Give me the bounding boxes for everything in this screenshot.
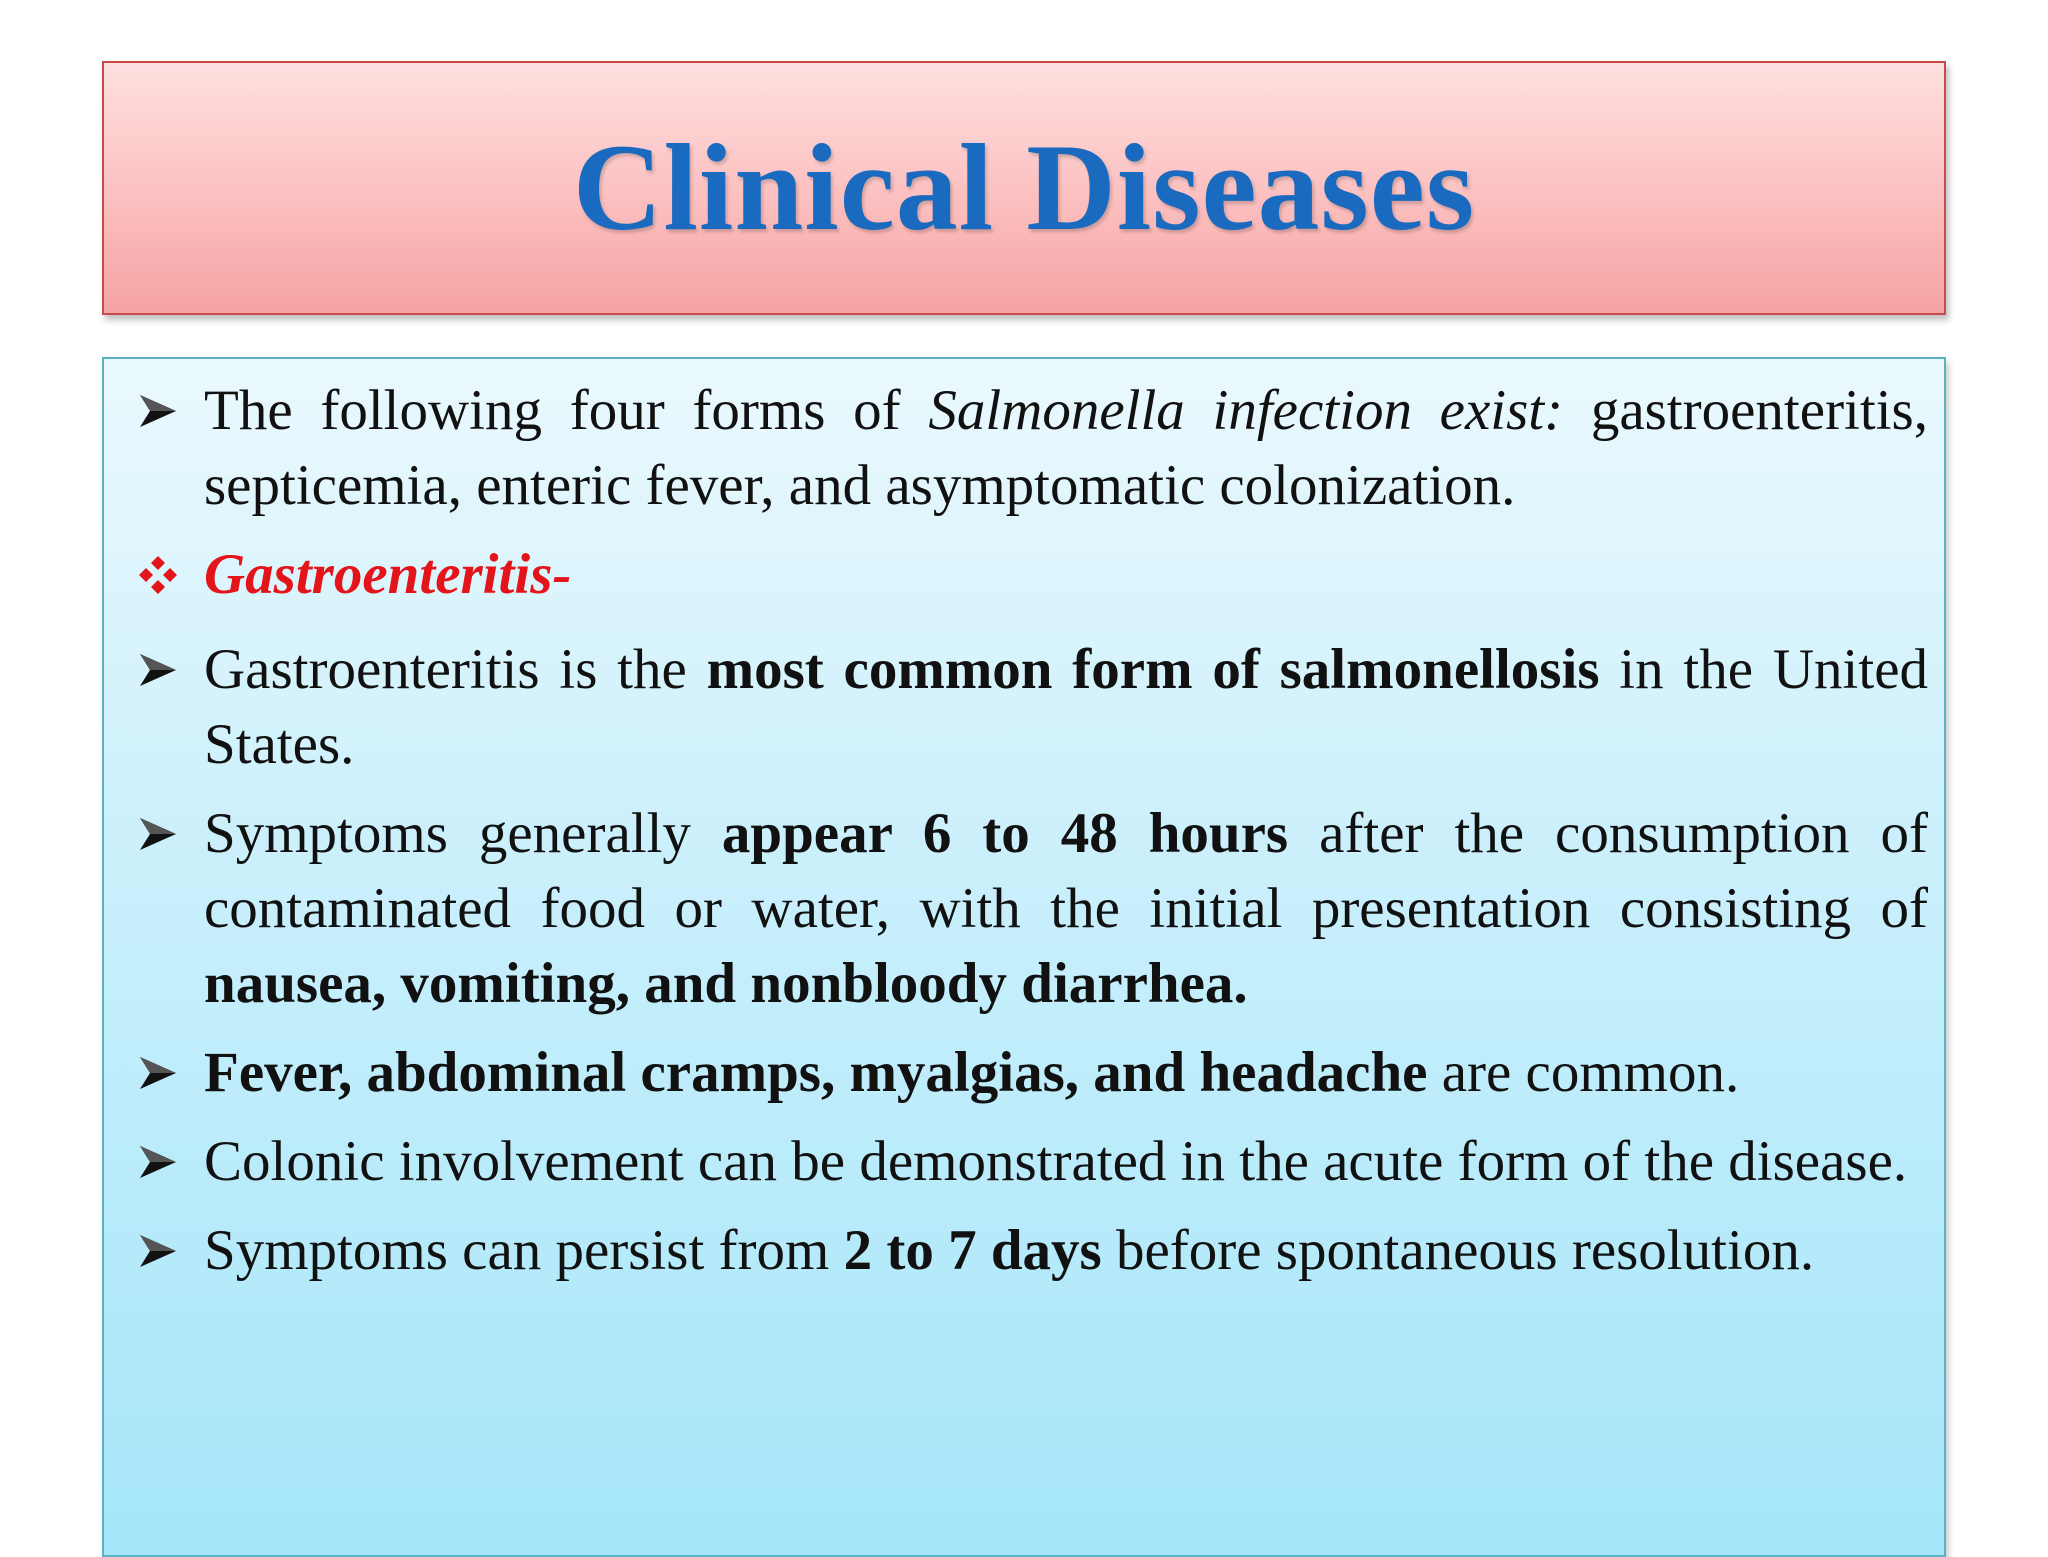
title-banner [102,61,1946,315]
heading-text: Gastroenteritis- [204,543,572,606]
bullet-item-common-symptoms [128,1035,1928,1110]
arrow-bullet-icon [128,373,188,448]
bullet-text [204,1130,1907,1193]
arrow-bullet-icon [128,1213,188,1288]
text-segment: are common. [1427,1041,1740,1104]
bullet-text [204,638,1928,776]
bullet-item-duration [128,1213,1928,1288]
text-segment: in the United States. [204,638,1929,776]
arrow-bullet-icon [128,796,188,871]
bullet-text [204,1041,1739,1104]
text-segment: Colonic involvement can be demonstrated in the acute form of the disease. [204,1130,1908,1193]
bullet-text [204,802,1928,1015]
section-heading-gastroenteritis [128,537,1928,612]
content-panel [102,357,1946,1557]
slide-title: Clinical Diseases [572,119,1476,256]
text-segment: before spontaneous resolution. [1101,1219,1815,1282]
arrow-bullet-icon [128,632,188,707]
bullet-text [204,379,1928,517]
text-segment-bold: appear 6 to 48 hours [721,802,1289,865]
text-segment: The following four forms of [204,379,929,442]
bullet-item-colonic-involvement [128,1124,1928,1199]
bullet-item-most-common [128,632,1928,782]
arrow-bullet-icon [128,1035,188,1110]
diamond-bullet-icon [128,537,188,612]
bullet-item-infection-forms [128,373,1928,523]
bullet-text [204,1219,1814,1282]
bullet-list [128,373,1928,1302]
text-segment: gastroenteritis, septicemia, enteric fever, and asymptomatic colonization. [204,379,1928,517]
text-segment-bold: most common form of salmonellosis [706,638,1600,701]
text-segment: Symptoms can persist from [204,1219,844,1282]
text-segment-bold: 2 to 7 days [843,1219,1102,1282]
arrow-bullet-icon [128,1124,188,1199]
text-segment: after the consumption of contaminated food or water, with the initial presentation consisting of [204,802,1928,940]
text-segment: Symptoms generally [204,802,722,865]
text-segment-bold: Fever, abdominal cramps, myalgias, and headache [204,1041,1428,1104]
text-segment-bold: nausea, vomiting, and nonbloody diarrhea. [204,952,1248,1015]
bullet-item-symptoms-onset [128,796,1928,1021]
text-segment: Gastroenteritis is the [204,638,707,701]
text-segment-italic: Salmonella infection exist: [928,379,1564,442]
